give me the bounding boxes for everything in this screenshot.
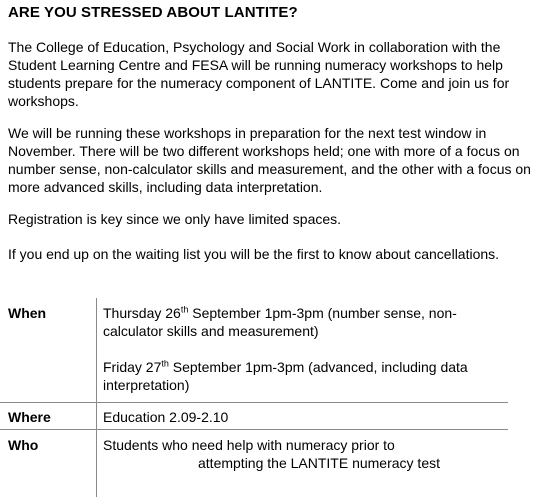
session-thursday-ordinal: th (180, 304, 189, 315)
table-row-divider-where (0, 429, 508, 430)
where-label: Where (8, 409, 51, 425)
session-thursday-day: Thursday 26 (103, 305, 181, 321)
session-friday-day: Friday 27 (103, 359, 162, 375)
who-value-line2: attempting the LANTITE numeracy test (198, 455, 440, 471)
where-value: Education 2.09-2.10 (103, 409, 229, 425)
session-thursday (103, 304, 503, 340)
session-friday-details: September 1pm-3pm (advanced, including data interpretation) (103, 359, 468, 393)
session-friday-ordinal: th (161, 358, 169, 369)
session-thursday-details: September 1pm-3pm (number sense, non-calculator skills and measurement) (103, 305, 457, 339)
waiting-list-paragraph: If you end up on the waiting list you will be the first to know about cancellations. (8, 246, 500, 262)
intro-paragraph: The College of Education, Psychology and Social Work in collaboration with the Student Learning Centre and FESA will be running numeracy workshops to help students prepare for the numeracy component of LANTITE. Come and join us for workshops. (8, 39, 510, 109)
workshops-paragraph: We will be running these workshops in preparation for the next test window in November. There will be two different workshops held; one with more of a focus on number sense, non-calculator skills and measurement, and the other with a focus on more advanced skills, including data interpretation. (8, 125, 531, 195)
registration-paragraph: Registration is key since we only have limited spaces. (8, 211, 342, 227)
table-row-divider-when (0, 402, 508, 403)
when-label: When (8, 305, 47, 321)
who-label: Who (8, 437, 39, 453)
details-table (0, 298, 545, 497)
who-value-line1: Students who need help with numeracy prior to (103, 437, 395, 453)
flyer-heading: ARE YOU STRESSED ABOUT LANTITE? (8, 4, 298, 21)
session-friday (103, 358, 503, 394)
table-column-divider (96, 298, 97, 497)
